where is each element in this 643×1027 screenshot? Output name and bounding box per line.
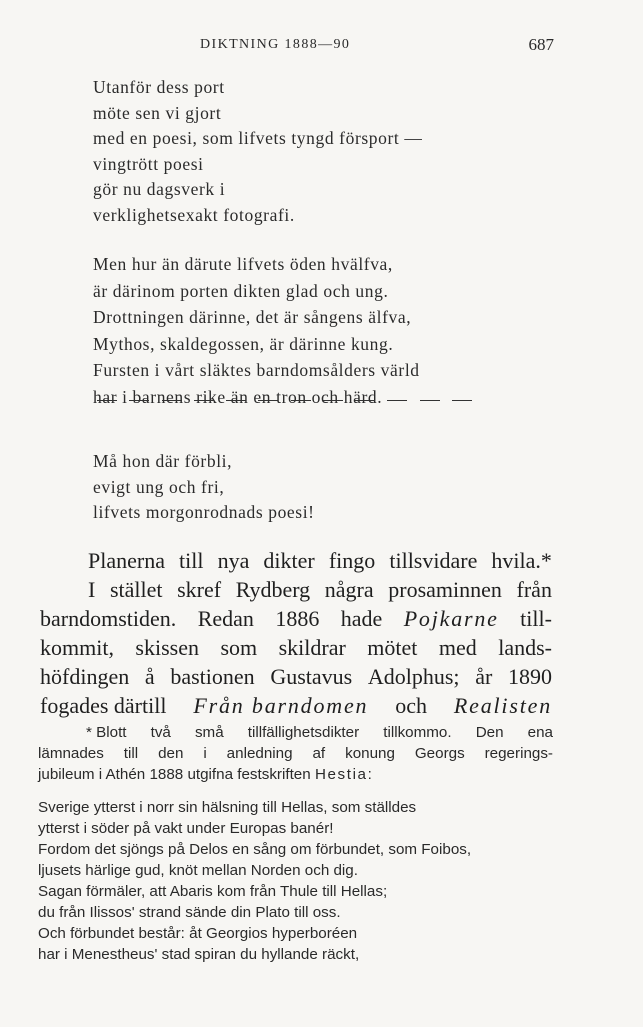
word: af xyxy=(312,745,326,762)
quoted-verse-line: Och förbundet består: åt Georgios hyperboréen xyxy=(38,925,358,942)
running-title: DIKTNING 1888—90 xyxy=(200,37,351,52)
poem-line: möte sen vi gjort xyxy=(93,102,222,123)
word: dikter xyxy=(263,548,315,573)
word: hvila.* xyxy=(491,548,552,573)
poem-line: Drottningen därinne, det är sångens älfva, xyxy=(93,307,412,327)
divider-dash xyxy=(226,400,246,401)
footnote xyxy=(38,722,553,965)
word: Adolphus; xyxy=(367,664,460,689)
word: nya xyxy=(217,548,250,573)
poem-stanza-3 xyxy=(93,449,533,526)
word: skref xyxy=(177,577,222,602)
divider-dash xyxy=(194,400,214,401)
word: skildrar xyxy=(278,635,346,660)
footnote-text: jubileum i Athén 1888 utgifna festskriften xyxy=(38,766,311,783)
word: lämnades xyxy=(38,745,104,762)
word: ena xyxy=(527,724,553,741)
word: skissen xyxy=(135,635,199,660)
divider-dash xyxy=(258,400,278,401)
word: mötet xyxy=(367,635,418,660)
word: år xyxy=(475,664,493,689)
poem-line: Mythos, skaldegossen, är därinne kung. xyxy=(93,333,394,354)
prose-line xyxy=(40,691,552,720)
word: Planerna xyxy=(88,548,165,573)
section-divider xyxy=(97,400,472,401)
work-title: Realisten xyxy=(453,693,552,718)
word: små xyxy=(194,724,224,741)
word: fingo xyxy=(328,548,376,573)
poem-line: med en poesi, som lifvets tyngd försport — xyxy=(93,128,423,148)
divider-dash xyxy=(162,400,182,401)
page-number: 687 xyxy=(528,35,554,54)
word: Gustavus xyxy=(270,664,353,689)
footnote-line xyxy=(38,743,553,764)
poem-line: Utanför dess port xyxy=(93,77,225,97)
poem-line: gör nu dagsverk i xyxy=(93,179,226,199)
word: Rydberg xyxy=(235,577,311,602)
word: och xyxy=(395,693,427,718)
poem-line: Må hon där förbli, xyxy=(93,451,233,471)
work-title: Pojkarne xyxy=(403,606,499,631)
word: konung xyxy=(345,745,395,762)
quoted-verse-line: du från Ilissos' strand sände din Plato till oss. xyxy=(38,904,341,921)
publication-title: Hestia: xyxy=(314,766,374,783)
footnote-line xyxy=(38,764,553,785)
quoted-verse-line: ytterst i söder på vakt under Europas banér! xyxy=(38,820,334,837)
word: prosaminnen xyxy=(388,577,502,602)
work-title: Från barndomen xyxy=(193,693,369,718)
word: höfdingen xyxy=(40,664,130,689)
word: bastionen xyxy=(170,664,255,689)
divider-dash xyxy=(355,400,375,401)
word: * Blott xyxy=(86,724,127,741)
word: anledning xyxy=(226,745,293,762)
word: regerings- xyxy=(484,745,553,762)
word: i xyxy=(203,745,207,762)
prose-line xyxy=(40,604,552,633)
word: lands- xyxy=(498,635,552,660)
word: den xyxy=(158,745,184,762)
poem-line: Fursten i vårt släktes barndomsålders värld xyxy=(93,360,420,380)
prose-line xyxy=(40,662,552,691)
word: tillsvidare xyxy=(389,548,478,573)
word: å xyxy=(144,664,155,689)
word: till xyxy=(179,548,204,573)
quoted-verse-line: Sagan förmäler, att Abaris kom från Thule till Hellas; xyxy=(38,883,388,900)
word: med xyxy=(438,635,477,660)
poem-line: har i barnens rike än en tron och härd. xyxy=(93,386,383,407)
quoted-verse-line: Fordom det sjöngs på Delos en sång om förbundet, som Foibos, xyxy=(38,841,472,858)
quoted-verse-line: har i Menestheus' stad spiran du hyllande räckt, xyxy=(38,946,360,963)
page-header xyxy=(40,30,556,60)
footnote-line xyxy=(38,722,553,743)
poem-line: evigt ung och fri, xyxy=(93,476,225,497)
word: hade xyxy=(340,606,383,631)
divider-dash xyxy=(129,400,149,401)
word: barndomstiden. xyxy=(40,606,177,631)
divider-dash xyxy=(452,400,472,401)
quoted-verse-line: ljusets härlige gud, knöt mellan Norden och dig. xyxy=(38,862,358,879)
word: som xyxy=(220,635,258,660)
poem-stanza-2 xyxy=(93,251,533,410)
word: till- xyxy=(520,606,552,631)
word: I xyxy=(88,577,96,602)
quoted-verse-line: Sverige ytterst i norr sin hälsning till Hellas, som ställdes xyxy=(38,799,417,816)
spacer xyxy=(38,785,553,797)
divider-dash xyxy=(420,400,440,401)
word: kommit, xyxy=(40,635,114,660)
word: Georgs xyxy=(414,745,465,762)
word: fogades därtill xyxy=(40,693,167,718)
poem-line: vingtrött poesi xyxy=(93,153,204,174)
word: några xyxy=(324,577,374,602)
word: stället xyxy=(109,577,163,602)
poem-line: Men hur än därute lifvets öden hvälfva, xyxy=(93,254,393,274)
word: 1890 xyxy=(508,664,552,689)
word: till xyxy=(123,745,139,762)
word: 1886 xyxy=(275,606,320,631)
poem-line: lifvets morgonrodnads poesi! xyxy=(93,502,315,522)
prose-line xyxy=(40,633,552,662)
word: tillfällighetsdikter xyxy=(247,724,360,741)
divider-dash xyxy=(323,400,343,401)
word: Redan xyxy=(197,606,254,631)
prose-line xyxy=(40,546,552,575)
divider-dash xyxy=(291,400,311,401)
word: Den xyxy=(475,724,504,741)
word: två xyxy=(150,724,171,741)
word: tillkommo. xyxy=(383,724,452,741)
divider-dash xyxy=(97,400,117,401)
poem-stanza-1 xyxy=(93,75,533,228)
prose-line xyxy=(40,575,552,604)
poem-line: är därinom porten dikten glad och ung. xyxy=(93,280,389,301)
poem-line: verklighetsexakt fotografi. xyxy=(93,204,295,225)
word: från xyxy=(516,577,552,602)
divider-dash xyxy=(387,400,407,401)
prose-paragraph xyxy=(40,546,552,720)
